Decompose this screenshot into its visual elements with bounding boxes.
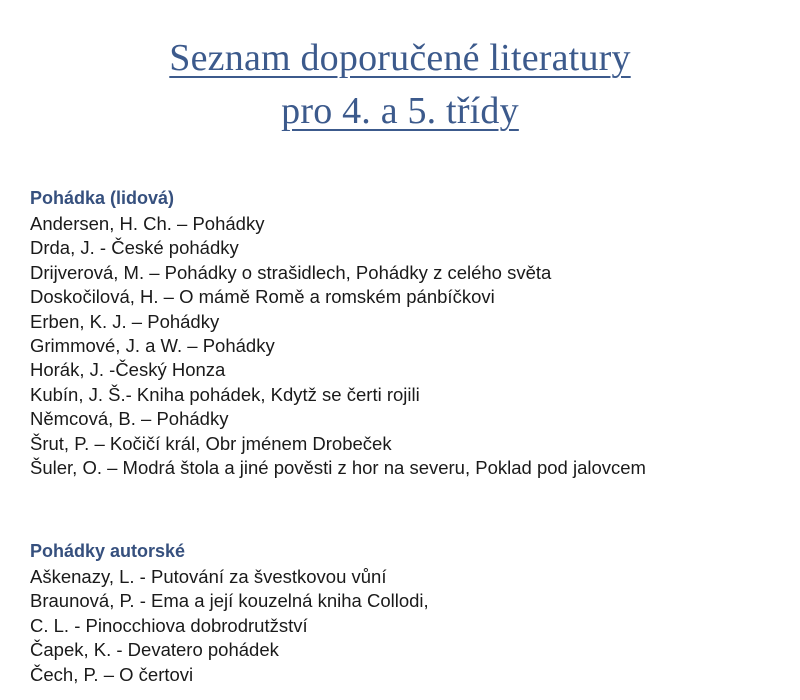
list-item: Doskočilová, H. – O mámě Romě a romském pánbíčkovi (30, 286, 495, 308)
list-item: Erben, K. J. – Pohádky (30, 310, 220, 332)
list-item: Grimmové, J. a W. – Pohádky (30, 335, 275, 357)
section-heading: Pohádky autorské (30, 541, 186, 561)
section-folk-fairy-tales (30, 186, 646, 480)
document-title-line-1: Seznam doporučené literatury (169, 37, 631, 79)
list-item: Němcová, B. – Pohádky (30, 408, 229, 430)
list-item: Čapek, K. - Devatero pohádek (30, 639, 279, 661)
list-item: Šrut, P. – Kočičí král, Obr jménem Drobeček (30, 432, 392, 454)
list-item: Horák, J. -Český Honza (30, 359, 226, 381)
list-item: Čech, P. – O čertovi (30, 663, 194, 685)
list-item: Andersen, H. Ch. – Pohádky (30, 213, 265, 234)
list-item: Aškenazy, L. - Putování za švestkovou vůní (30, 566, 387, 587)
list-item: C. L. - Pinocchiova dobrodrutžství (30, 614, 308, 636)
list-item: Šuler, O. – Modrá štola a jiné pověsti z hor na severu, Poklad pod jalovcem (30, 457, 646, 479)
section-heading: Pohádka (lidová) (30, 188, 175, 208)
document-title-line-2: pro 4. a 5. třídy (281, 90, 519, 132)
list-item: Drda, J. - České pohádky (30, 237, 239, 259)
section-author-fairy-tales (30, 539, 429, 687)
list-item: Braunová, P. - Ema a její kouzelná kniha Collodi, (30, 590, 429, 612)
list-item: Kubín, J. Š.- Kniha pohádek, Kdytž se čerti rojili (30, 383, 420, 405)
list-item: Drijverová, M. – Pohádky o strašidlech, Pohádky z celého světa (30, 261, 552, 283)
